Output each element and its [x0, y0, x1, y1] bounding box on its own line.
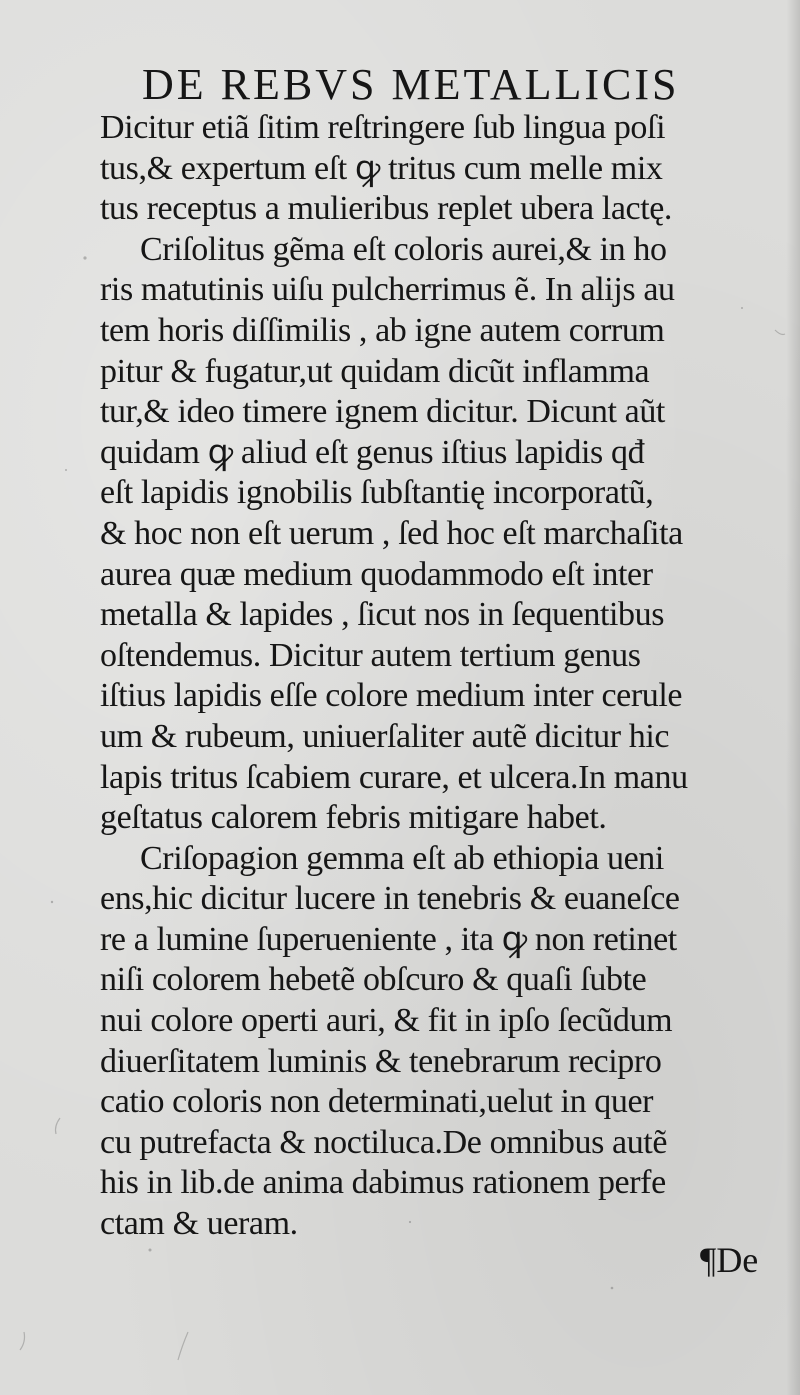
- text-line: ens,hic dicitur lucere in tenebris & euaneſce: [100, 880, 680, 918]
- running-head: DE REBVS METALLICIS: [142, 60, 680, 109]
- text-line: tem horis diſſimilis , ab igne autem corrum: [100, 311, 665, 349]
- text-line: & hoc non eſt uerum , ſed hoc eſt marchaſita: [100, 514, 683, 552]
- text-line: metalla & lapides , ſicut nos in ſequentibus: [100, 596, 665, 634]
- page-edge-shadow: [786, 0, 800, 1395]
- text-line: Dicitur etiã ſitim reſtringere ſub lingua poſi: [100, 109, 666, 146]
- text-line: lapis tritus ſcabiem curare, et ulcera.In manu: [100, 758, 688, 796]
- text-line: tur,& ideo timere ignem dicitur. Dicunt aũt: [100, 393, 665, 431]
- text-line: cu putrefacta & noctiluca.De omnibus autẽ: [100, 1123, 668, 1161]
- text-line: quidam ꝙ aliud eſt genus iſtius lapidis qđ: [100, 433, 645, 471]
- text-line: eſt lapidis ignobilis ſubſtantię incorporatũ,: [100, 474, 654, 512]
- text-line: oſtendemus. Dicitur autem tertium genus: [100, 636, 641, 674]
- text-line: ctam & ueram.: [100, 1205, 298, 1243]
- text-line: um & rubeum, uniuerſaliter autẽ dicitur hic: [100, 717, 670, 755]
- text-line: niſi colorem hebetẽ obſcuro & quaſi ſubte: [100, 961, 647, 999]
- catchword: ¶De: [700, 1240, 759, 1280]
- text-line: nui colore operti auri, & fit in ipſo ſecũdum: [100, 1002, 673, 1040]
- body-text: [100, 108, 780, 1245]
- text-line: ris matutinis uiſu pulcherrimus ẽ. In alijs au: [100, 271, 675, 309]
- text-line: re a lumine ſuperueniente , ita ꝙ non retinet: [100, 920, 677, 958]
- text-line: Criſopagion gemma eſt ab ethiopia ueni: [140, 839, 664, 877]
- text-line: his in lib.de anima dabimus rationem perfe: [100, 1164, 666, 1202]
- text-line: catio coloris non determinati,uelut in quer: [100, 1083, 654, 1121]
- text-line: Criſolitus gẽma eſt coloris aurei,& in ho: [140, 230, 667, 268]
- text-line: diuerſitatem luminis & tenebrarum recipro: [100, 1042, 662, 1080]
- text-line: tus receptus a mulieribus replet ubera lactę.: [100, 190, 673, 228]
- text-line: geſtatus calorem febris mitigare habet.: [100, 799, 607, 837]
- text-line: aurea quæ medium quodammodo eſt inter: [100, 555, 653, 593]
- text-line: tus,& expertum eſt ꝙ tritus cum melle mix: [100, 149, 663, 187]
- text-line: pitur & fugatur,ut quidam dicũt inflamma: [100, 352, 650, 390]
- text-line: iſtius lapidis eſſe colore medium inter cerule: [100, 677, 683, 715]
